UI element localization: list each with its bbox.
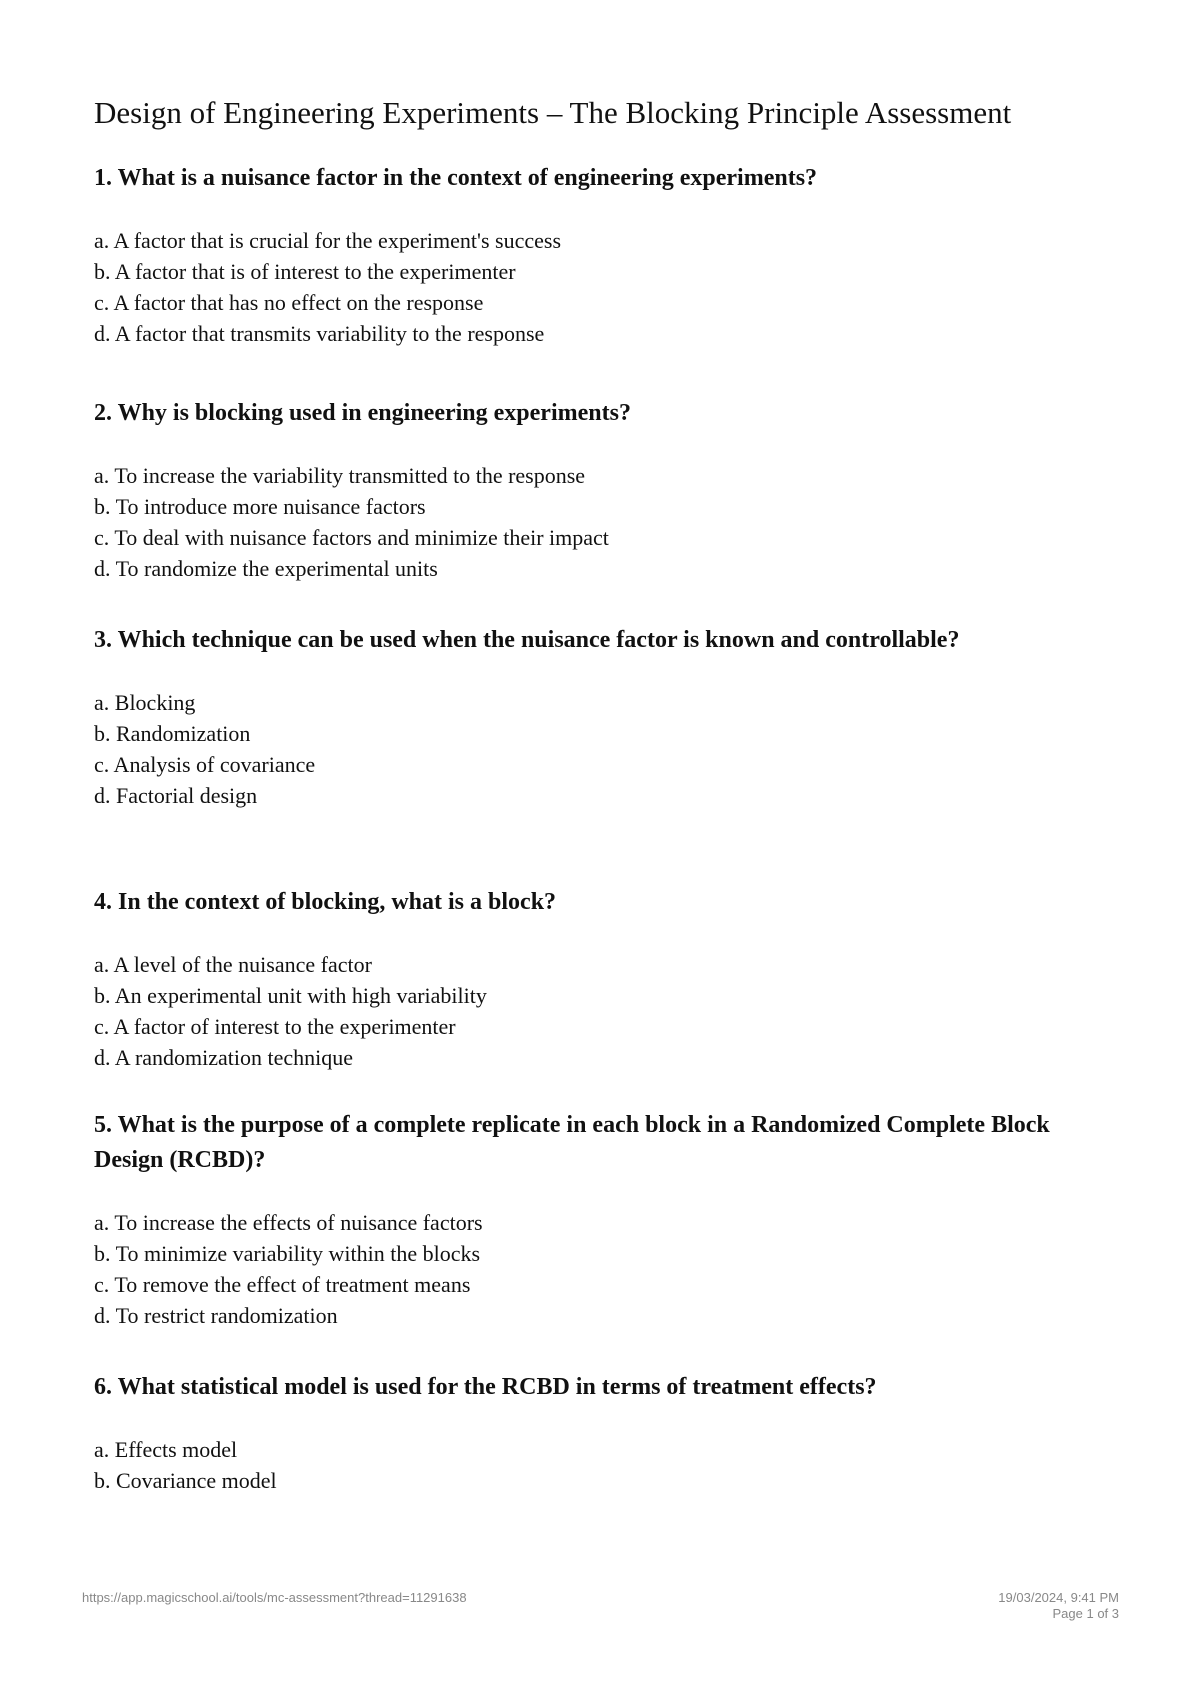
answer-option: a. Blocking [94, 690, 196, 715]
answer-option: d. To restrict randomization [94, 1303, 338, 1328]
question-text: 5. What is the purpose of a complete replicate in each block in a Randomized Complete Block Design (RCBD)? [94, 1112, 1050, 1173]
answer-option: d. To randomize the experimental units [94, 556, 438, 581]
answer-option: c. To remove the effect of treatment means [94, 1272, 471, 1297]
answer-options [94, 1434, 1084, 1496]
answer-options [94, 949, 1084, 1073]
question-5 [94, 1108, 1084, 1331]
answer-option: b. To introduce more nuisance factors [94, 494, 426, 519]
page-title: Design of Engineering Experiments – The Blocking Principle Assessment [94, 95, 1012, 130]
footer-datetime: 19/03/2024, 9:41 PM [998, 1590, 1119, 1605]
question-3 [94, 623, 1084, 811]
answer-option: b. A factor that is of interest to the experimenter [94, 259, 516, 284]
footer-url: https://app.magicschool.ai/tools/mc-assessment?thread=11291638 [82, 1590, 467, 1605]
question-6 [94, 1370, 1084, 1496]
answer-option: a. To increase the effects of nuisance factors [94, 1210, 483, 1235]
answer-option: d. Factorial design [94, 783, 258, 808]
question-text: 6. What statistical model is used for the RCBD in terms of treatment effects? [94, 1374, 877, 1400]
question-text: 3. Which technique can be used when the nuisance factor is known and controllable? [94, 627, 960, 653]
question-text: 2. Why is blocking used in engineering experiments? [94, 400, 631, 426]
answer-options [94, 225, 1084, 349]
answer-option: c. Analysis of covariance [94, 752, 316, 777]
question-text: 4. In the context of blocking, what is a block? [94, 889, 557, 915]
question-4 [94, 885, 1084, 1073]
footer-meta [998, 1590, 1119, 1622]
question-text: 1. What is a nuisance factor in the context of engineering experiments? [94, 165, 818, 191]
answer-option: a. Effects model [94, 1437, 238, 1462]
answer-options [94, 460, 1084, 584]
answer-option: a. A factor that is crucial for the experiment's success [94, 228, 562, 253]
answer-option: b. Randomization [94, 721, 251, 746]
question-1 [94, 161, 1084, 349]
answer-option: b. To minimize variability within the blocks [94, 1241, 481, 1266]
answer-options [94, 687, 1084, 811]
footer-page-number: Page 1 of 3 [1052, 1606, 1119, 1621]
answer-option: a. A level of the nuisance factor [94, 952, 372, 977]
answer-option: a. To increase the variability transmitted to the response [94, 463, 586, 488]
answer-option: c. To deal with nuisance factors and minimize their impact [94, 525, 609, 550]
answer-option: c. A factor that has no effect on the response [94, 290, 484, 315]
answer-option: b. Covariance model [94, 1468, 277, 1493]
question-2 [94, 396, 1084, 584]
answer-option: d. A factor that transmits variability to the response [94, 321, 545, 346]
answer-options [94, 1207, 1084, 1331]
answer-option: c. A factor of interest to the experimenter [94, 1014, 456, 1039]
answer-option: b. An experimental unit with high variability [94, 983, 487, 1008]
answer-option: d. A randomization technique [94, 1045, 354, 1070]
